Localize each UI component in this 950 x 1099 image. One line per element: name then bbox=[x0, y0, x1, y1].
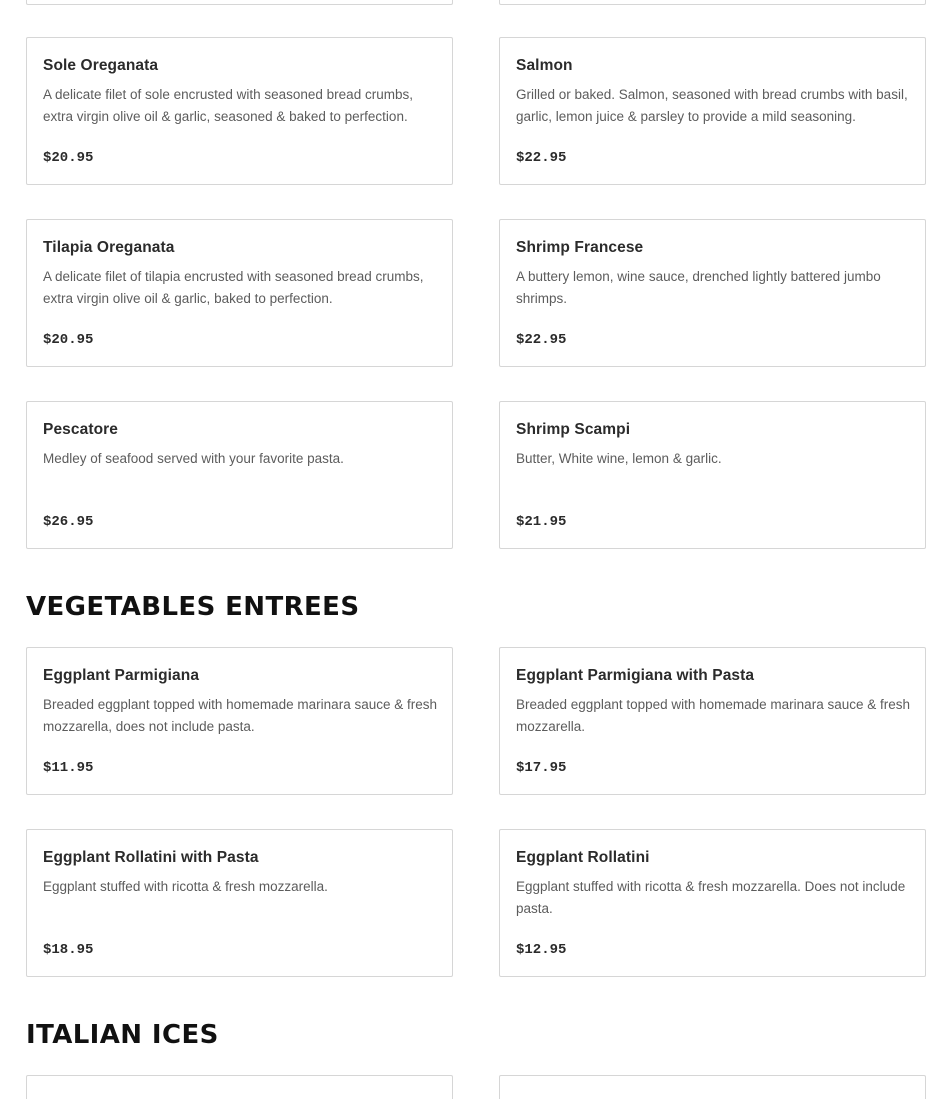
item-name: Pescatore bbox=[43, 421, 119, 438]
menu-item-card[interactable] bbox=[499, 37, 926, 185]
item-description: A buttery lemon, wine sauce, drenched lightly battered jumbo shrimps. bbox=[516, 269, 881, 306]
item-description: Breaded eggplant topped with homemade marinara sauce & fresh mozzarella, does not include pasta. bbox=[43, 697, 437, 734]
item-price: $20.95 bbox=[43, 150, 94, 166]
menu-item-card[interactable] bbox=[26, 829, 453, 977]
item-name: Tilapia Oreganata bbox=[43, 239, 175, 256]
menu-item-card-partial[interactable] bbox=[26, 1075, 453, 1099]
item-description: A delicate filet of sole encrusted with seasoned bread crumbs, extra virgin olive oil & garlic, seasoned & baked to perfection. bbox=[43, 87, 413, 124]
item-price: $22.95 bbox=[516, 150, 567, 166]
item-description: A delicate filet of tilapia encrusted with seasoned bread crumbs, extra virgin olive oil & garlic, baked to perfection. bbox=[43, 269, 424, 306]
item-description: Grilled or baked. Salmon, seasoned with bread crumbs with basil, garlic, lemon juice & parsley to provide a mild seasoning. bbox=[516, 87, 908, 124]
menu-item-card-partial[interactable] bbox=[499, 1075, 926, 1099]
item-name: Shrimp Francese bbox=[516, 239, 644, 256]
section-title: VEGETABLES ENTREES bbox=[26, 592, 360, 622]
item-price: $17.95 bbox=[516, 760, 567, 776]
item-description: Eggplant stuffed with ricotta & fresh mozzarella. Does not include pasta. bbox=[516, 879, 906, 916]
item-price: $22.95 bbox=[516, 332, 567, 348]
menu-item-card-partial[interactable] bbox=[499, 0, 926, 5]
menu-item-card[interactable] bbox=[499, 647, 926, 795]
item-description: Eggplant stuffed with ricotta & fresh mozzarella. bbox=[43, 879, 328, 894]
menu-item-card[interactable] bbox=[499, 829, 926, 977]
menu-item-card-partial[interactable] bbox=[26, 0, 453, 5]
item-name: Eggplant Parmigiana with Pasta bbox=[516, 667, 755, 684]
item-description: Medley of seafood served with your favorite pasta. bbox=[43, 451, 344, 466]
item-description: Butter, White wine, lemon & garlic. bbox=[516, 451, 722, 466]
item-price: $11.95 bbox=[43, 760, 94, 776]
item-name: Eggplant Rollatini with Pasta bbox=[43, 849, 259, 866]
item-name: Eggplant Rollatini bbox=[516, 849, 650, 866]
item-name: Salmon bbox=[516, 57, 573, 74]
section-title: ITALIAN ICES bbox=[26, 1020, 219, 1050]
item-name: Shrimp Scampi bbox=[516, 421, 631, 438]
menu-item-card[interactable] bbox=[26, 37, 453, 185]
menu-item-card[interactable] bbox=[26, 647, 453, 795]
item-price: $21.95 bbox=[516, 514, 567, 530]
menu-item-card[interactable] bbox=[26, 401, 453, 549]
item-name: Sole Oreganata bbox=[43, 57, 159, 74]
item-name: Eggplant Parmigiana bbox=[43, 667, 200, 684]
menu-item-card[interactable] bbox=[499, 219, 926, 367]
item-description: Breaded eggplant topped with homemade marinara sauce & fresh mozzarella. bbox=[516, 697, 910, 734]
item-price: $26.95 bbox=[43, 514, 94, 530]
menu-item-card[interactable] bbox=[26, 219, 453, 367]
item-price: $18.95 bbox=[43, 942, 94, 958]
item-price: $12.95 bbox=[516, 942, 567, 958]
item-price: $20.95 bbox=[43, 332, 94, 348]
menu-item-card[interactable] bbox=[499, 401, 926, 549]
